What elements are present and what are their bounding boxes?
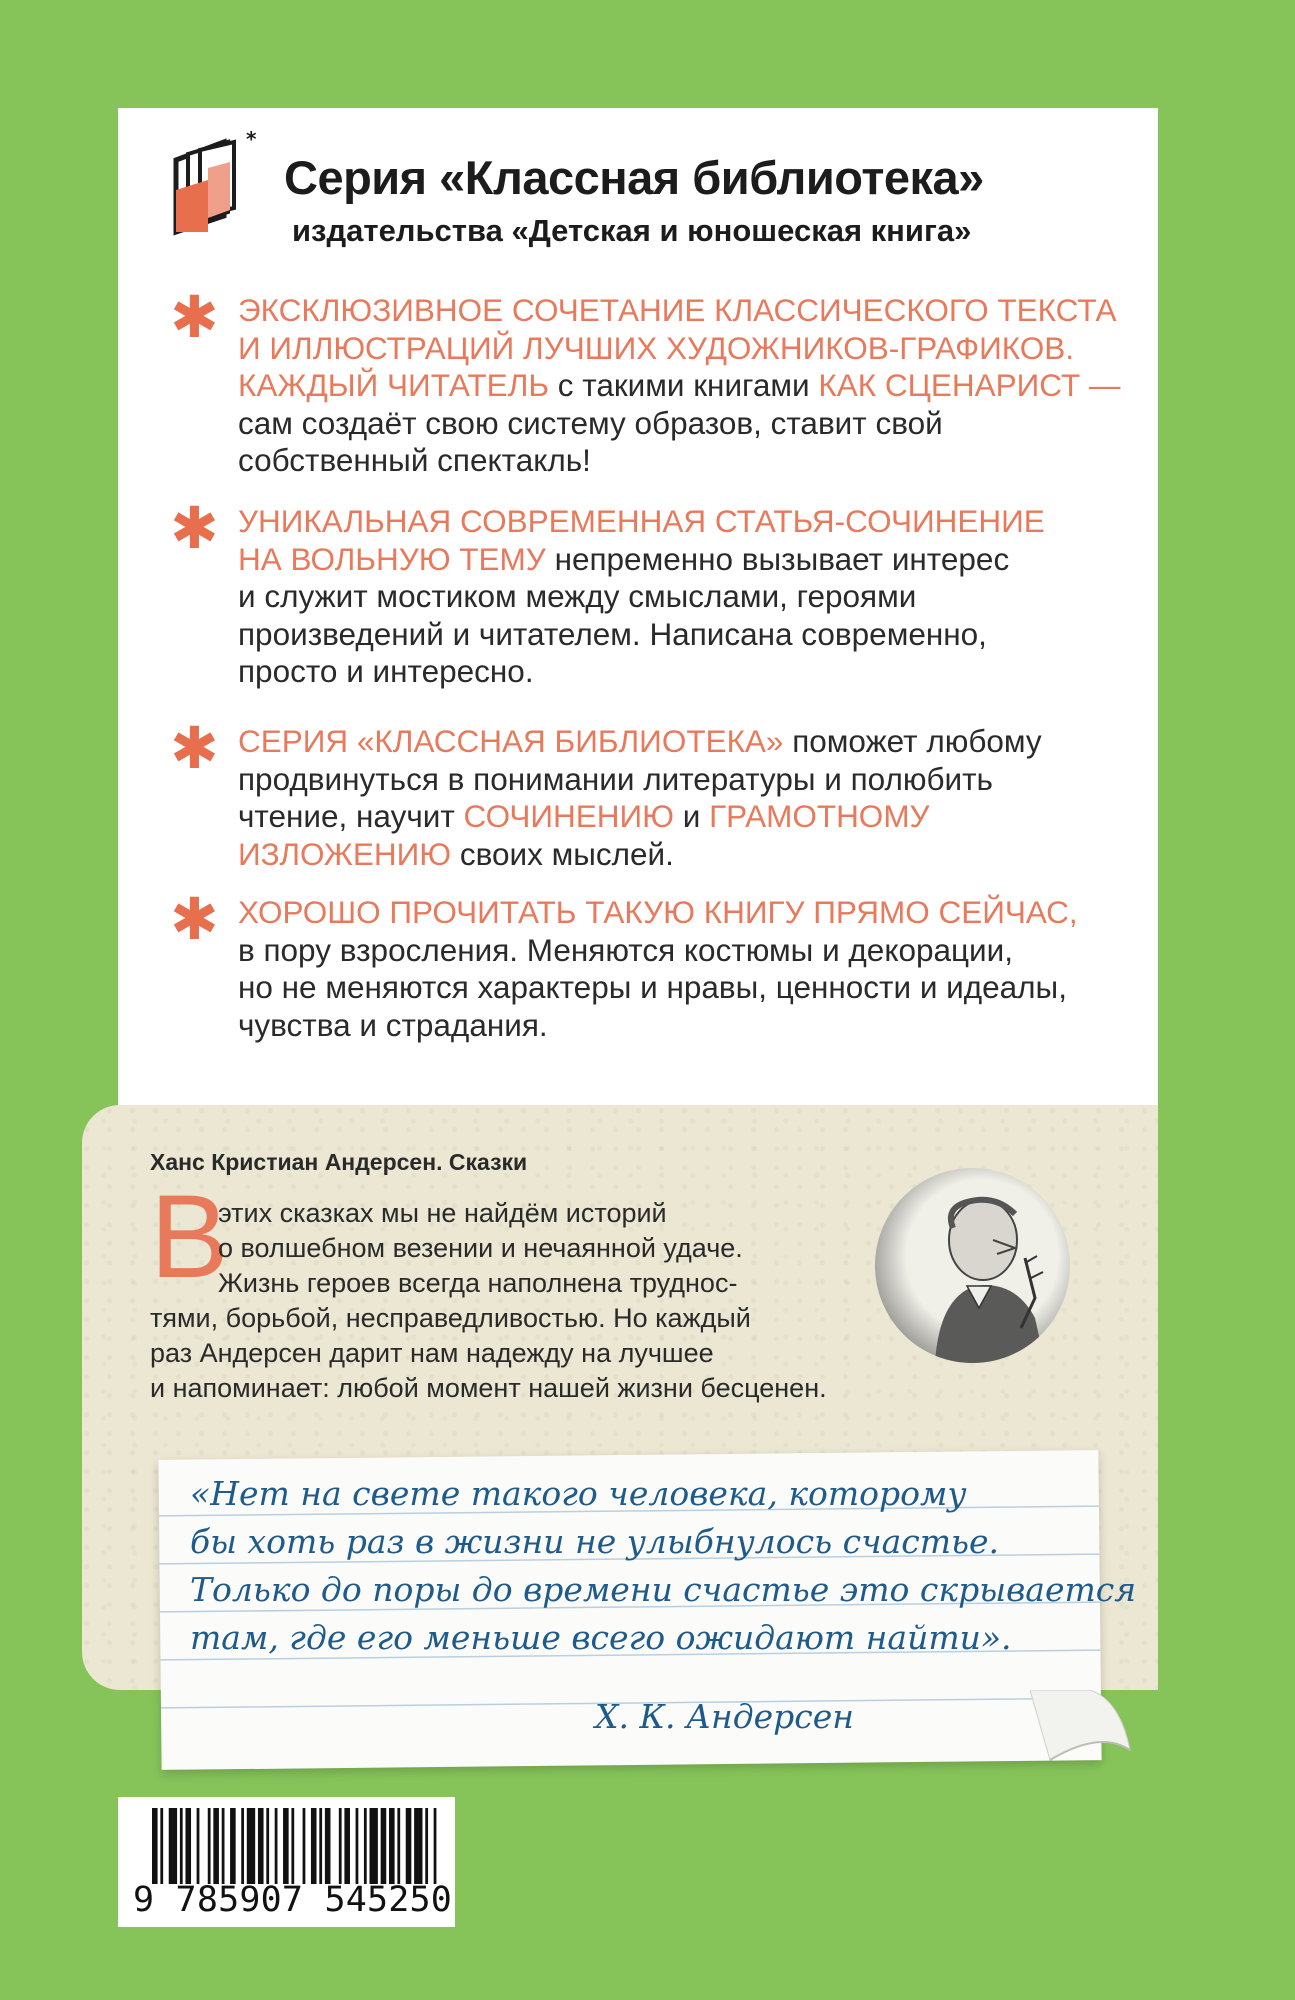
description-line: тями, борьбой, несправедливостью. Но каждый <box>150 1303 751 1333</box>
book-pages-logo-icon <box>168 128 264 238</box>
barcode-bar <box>266 1808 269 1884</box>
quote-line: там, где его меньше всего ожидают найти». <box>190 1618 1012 1657</box>
barcode-icon <box>152 1808 442 1884</box>
barcode-bar <box>180 1808 183 1884</box>
barcode-bar <box>213 1808 219 1884</box>
barcode-bar <box>339 1808 342 1884</box>
feature-line <box>238 894 1138 932</box>
barcode-bar <box>364 1808 367 1884</box>
plain-text: поможет любому <box>783 723 1042 759</box>
asterisk-icon: ✱ <box>170 714 219 782</box>
barcode-bar <box>291 1808 294 1884</box>
barcode-bar <box>425 1808 428 1884</box>
feature-line <box>238 761 1138 799</box>
feature-line <box>238 578 1138 616</box>
quote-line: «Нет на свете такого человека, которому <box>190 1474 967 1513</box>
highlighted-text: СОЧИНЕНИЮ <box>463 798 674 834</box>
book-title: Ханс Кристиан Андерсен. Сказки <box>150 1149 528 1175</box>
page-curl-icon <box>1030 1690 1140 1770</box>
barcode-bar <box>370 1808 378 1884</box>
barcode-bar <box>381 1808 387 1884</box>
barcode-bar <box>356 1808 359 1884</box>
feature-line <box>238 1007 1138 1045</box>
plain-text: своих мыслей. <box>451 835 674 872</box>
plain-text: и служит мостиком между смыслами, героями <box>238 578 917 614</box>
asterisk-icon: ✱ <box>170 494 219 562</box>
highlighted-text: УНИКАЛЬНАЯ СОВРЕМЕННАЯ СТАТЬЯ-СОЧИНЕНИЕ <box>238 503 1045 539</box>
description-line: этих сказках мы не найдём историй <box>218 1198 667 1228</box>
highlighted-text: ИЗЛОЖЕНИЮ <box>238 835 452 872</box>
drop-cap: В <box>150 1171 229 1303</box>
plain-text: в пору взросления. Меняются костюмы и декорации, <box>238 931 1013 968</box>
plain-text: чтение, научит <box>238 798 464 834</box>
series-title: Серия «Классная библиотека» <box>284 151 984 204</box>
feature-line <box>238 616 1138 654</box>
feature-line <box>238 292 1138 330</box>
series-subtitle: издательства «Детская и юношеская книга» <box>292 213 972 248</box>
feature-line <box>238 442 1138 480</box>
description-line: о волшебном везении и нечаянной удаче. <box>218 1233 743 1263</box>
book-description <box>150 1196 870 1406</box>
asterisk-icon: ✱ <box>170 885 219 953</box>
feature-line <box>238 969 1138 1007</box>
highlighted-text: КАЖДЫЙ ЧИТАТЕЛЬ <box>238 367 550 403</box>
feature-line <box>238 798 1138 836</box>
feature-line <box>238 405 1138 443</box>
plain-text: собственный спектакль! <box>238 442 591 478</box>
plain-text: произведений и читателем. Написана современно, <box>238 615 987 652</box>
barcode-bar <box>208 1808 211 1884</box>
highlighted-text: СЕРИЯ «КЛАССНАЯ БИБЛИОТЕКА» <box>238 723 784 759</box>
highlighted-text: ХОРОШО ПРОЧИТАТЬ ТАКУЮ КНИГУ ПРЯМО СЕЙЧАС, <box>238 894 1078 930</box>
author-quote <box>190 1470 1137 1662</box>
isbn-number: 9 785907 545250 <box>133 1880 453 1920</box>
feature-text <box>238 503 1138 691</box>
barcode-bar <box>247 1808 255 1884</box>
barcode-bar <box>230 1808 236 1884</box>
feature-line <box>238 932 1138 970</box>
barcode-bar <box>319 1808 322 1884</box>
highlighted-text: НА ВОЛЬНУЮ ТЕМУ <box>238 540 546 577</box>
description-line: раз Андерсен дарит нам надежду на лучшее <box>150 1338 714 1368</box>
barcode-bar <box>197 1808 200 1884</box>
plain-text: чувства и страдания. <box>238 1006 548 1043</box>
feature-line <box>238 503 1138 541</box>
plain-text: продвинуться в понимании литературы и полюбить <box>238 760 993 797</box>
barcode-bar <box>344 1808 350 1884</box>
barcode-bar <box>222 1808 225 1884</box>
feature-line <box>238 653 1138 691</box>
barcode-bar <box>325 1808 331 1884</box>
barcode-bar <box>397 1808 400 1884</box>
barcode-bar <box>160 1808 163 1884</box>
barcode-bar <box>185 1808 191 1884</box>
feature-text <box>238 292 1138 480</box>
barcode-bar <box>434 1808 437 1884</box>
feature-line <box>238 541 1138 579</box>
barcode-bar <box>303 1808 306 1884</box>
feature-text <box>238 723 1138 873</box>
barcode-bar <box>406 1808 412 1884</box>
barcode-bar <box>283 1808 289 1884</box>
barcode-bar <box>152 1808 158 1884</box>
barcode-bar <box>414 1808 422 1884</box>
barcode-bar <box>311 1808 317 1884</box>
feature-line <box>238 723 1138 761</box>
description-line: и напоминает: любой момент нашей жизни бесценен. <box>150 1373 827 1403</box>
feature-line <box>238 330 1138 368</box>
feature-line <box>238 836 1138 874</box>
plain-text: с такими книгами <box>549 367 819 403</box>
highlighted-text: ЭКСКЛЮЗИВНОЕ СОЧЕТАНИЕ КЛАССИЧЕСКОГО ТЕКСТА <box>238 292 1117 328</box>
feature-line <box>238 367 1138 405</box>
feature-text <box>238 894 1138 1044</box>
description-line: Жизнь героев всегда наполнена труднос- <box>218 1268 738 1298</box>
quote-author: Х. К. Андерсен <box>595 1697 855 1736</box>
barcode-bar <box>275 1808 278 1884</box>
quote-line: бы хоть раз в жизни не улыбнулось счастье. <box>190 1522 1000 1561</box>
quote-line: Только до поры до времени счастье это скрывается <box>190 1570 1137 1609</box>
plain-text: но не меняются характеры и нравы, ценности и идеалы, <box>238 969 1067 1005</box>
barcode-bar <box>169 1808 177 1884</box>
author-portrait-icon <box>875 1168 1070 1363</box>
plain-text: просто и интересно. <box>238 653 534 689</box>
barcode-bar <box>258 1808 264 1884</box>
barcode-bar <box>389 1808 395 1884</box>
highlighted-text: ГРАМОТНОМУ <box>709 798 930 834</box>
highlighted-text: И ИЛЛЮСТРАЦИЙ ЛУЧШИХ ХУДОЖНИКОВ-ГРАФИКОВ. <box>238 329 1074 366</box>
asterisk-icon: ✱ <box>170 283 219 351</box>
plain-text: сам создаёт свою систему образов, ставит свой <box>238 404 943 441</box>
plain-text: и <box>674 798 710 834</box>
svg-text:*: * <box>246 128 257 151</box>
highlighted-text: КАК СЦЕНАРИСТ — <box>818 367 1121 403</box>
plain-text: непременно вызывает интерес <box>545 540 1010 577</box>
barcode-bar <box>241 1808 244 1884</box>
